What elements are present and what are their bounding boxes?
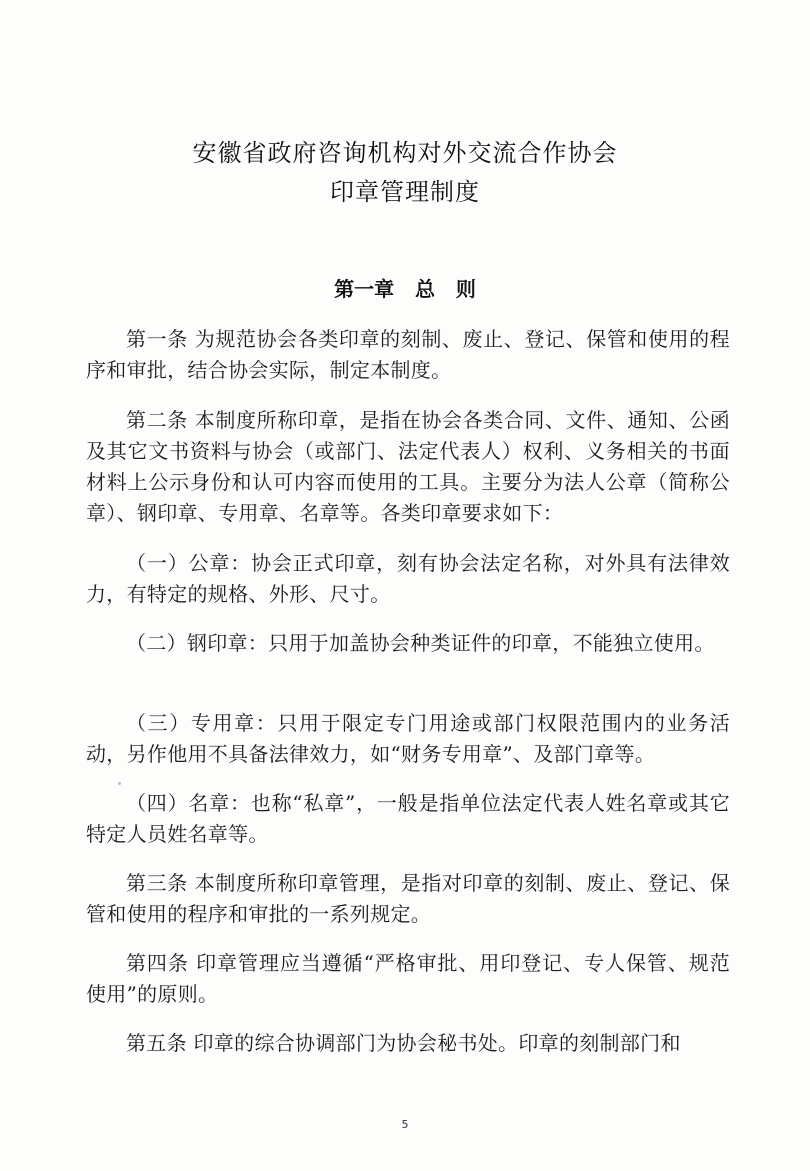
- scan-speck: [118, 782, 121, 785]
- page-number: 5: [401, 1118, 409, 1131]
- document-title-line2: 印章管理制度: [330, 178, 480, 206]
- article-1-paragraph: 第一条 为规范协会各类印章的刻制、废止、登记、保管和使用的程序和审批，结合协会实际，制定本制度。: [86, 327, 730, 382]
- chapter-heading: 第一章 总 则: [334, 277, 476, 301]
- item-2-paragraph: （二）钢印章：只用于加盖协会种类证件的印章，不能独立使用。: [126, 631, 715, 655]
- document-title-line1: 安徽省政府咨询机构对外交流合作协会: [192, 139, 618, 167]
- article-3-paragraph: 第三条 本制度所称印章管理，是指对印章的刻制、废止、登记、保管和使用的程序和审批的一系列规定。: [86, 871, 730, 926]
- item-1-paragraph: （一）公章：协会正式印章，刻有协会法定名称，对外具有法律效力，有特定的规格、外形、尺寸。: [86, 551, 730, 606]
- article-4-paragraph: 第四条 印章管理应当遵循“严格审批、用印登记、专人保管、规范使用”的原则。: [86, 951, 730, 1006]
- article-2-paragraph: 第二条 本制度所称印章，是指在协会各类合同、文件、通知、公函及其它文书资料与协会（或部门、法定代表人）权利、义务相关的书面材料上公示身份和认可内容而使用的工具。主要分为法人公章（简称公章）、钢印章、专用章、名章等。各类印章要求如下：: [86, 408, 730, 525]
- article-5-paragraph: 第五条 印章的综合协调部门为协会秘书处。印章的刻制部门和: [126, 1031, 681, 1055]
- item-3-paragraph: （三）专用章：只用于限定专门用途或部门权限范围内的业务活动，另作他用不具备法律效力，如“财务专用章”、及部门章等。: [86, 711, 730, 766]
- item-4-paragraph: （四）名章：也称“私章”，一般是指单位法定代表人姓名章或其它特定人员姓名章等。: [86, 791, 730, 846]
